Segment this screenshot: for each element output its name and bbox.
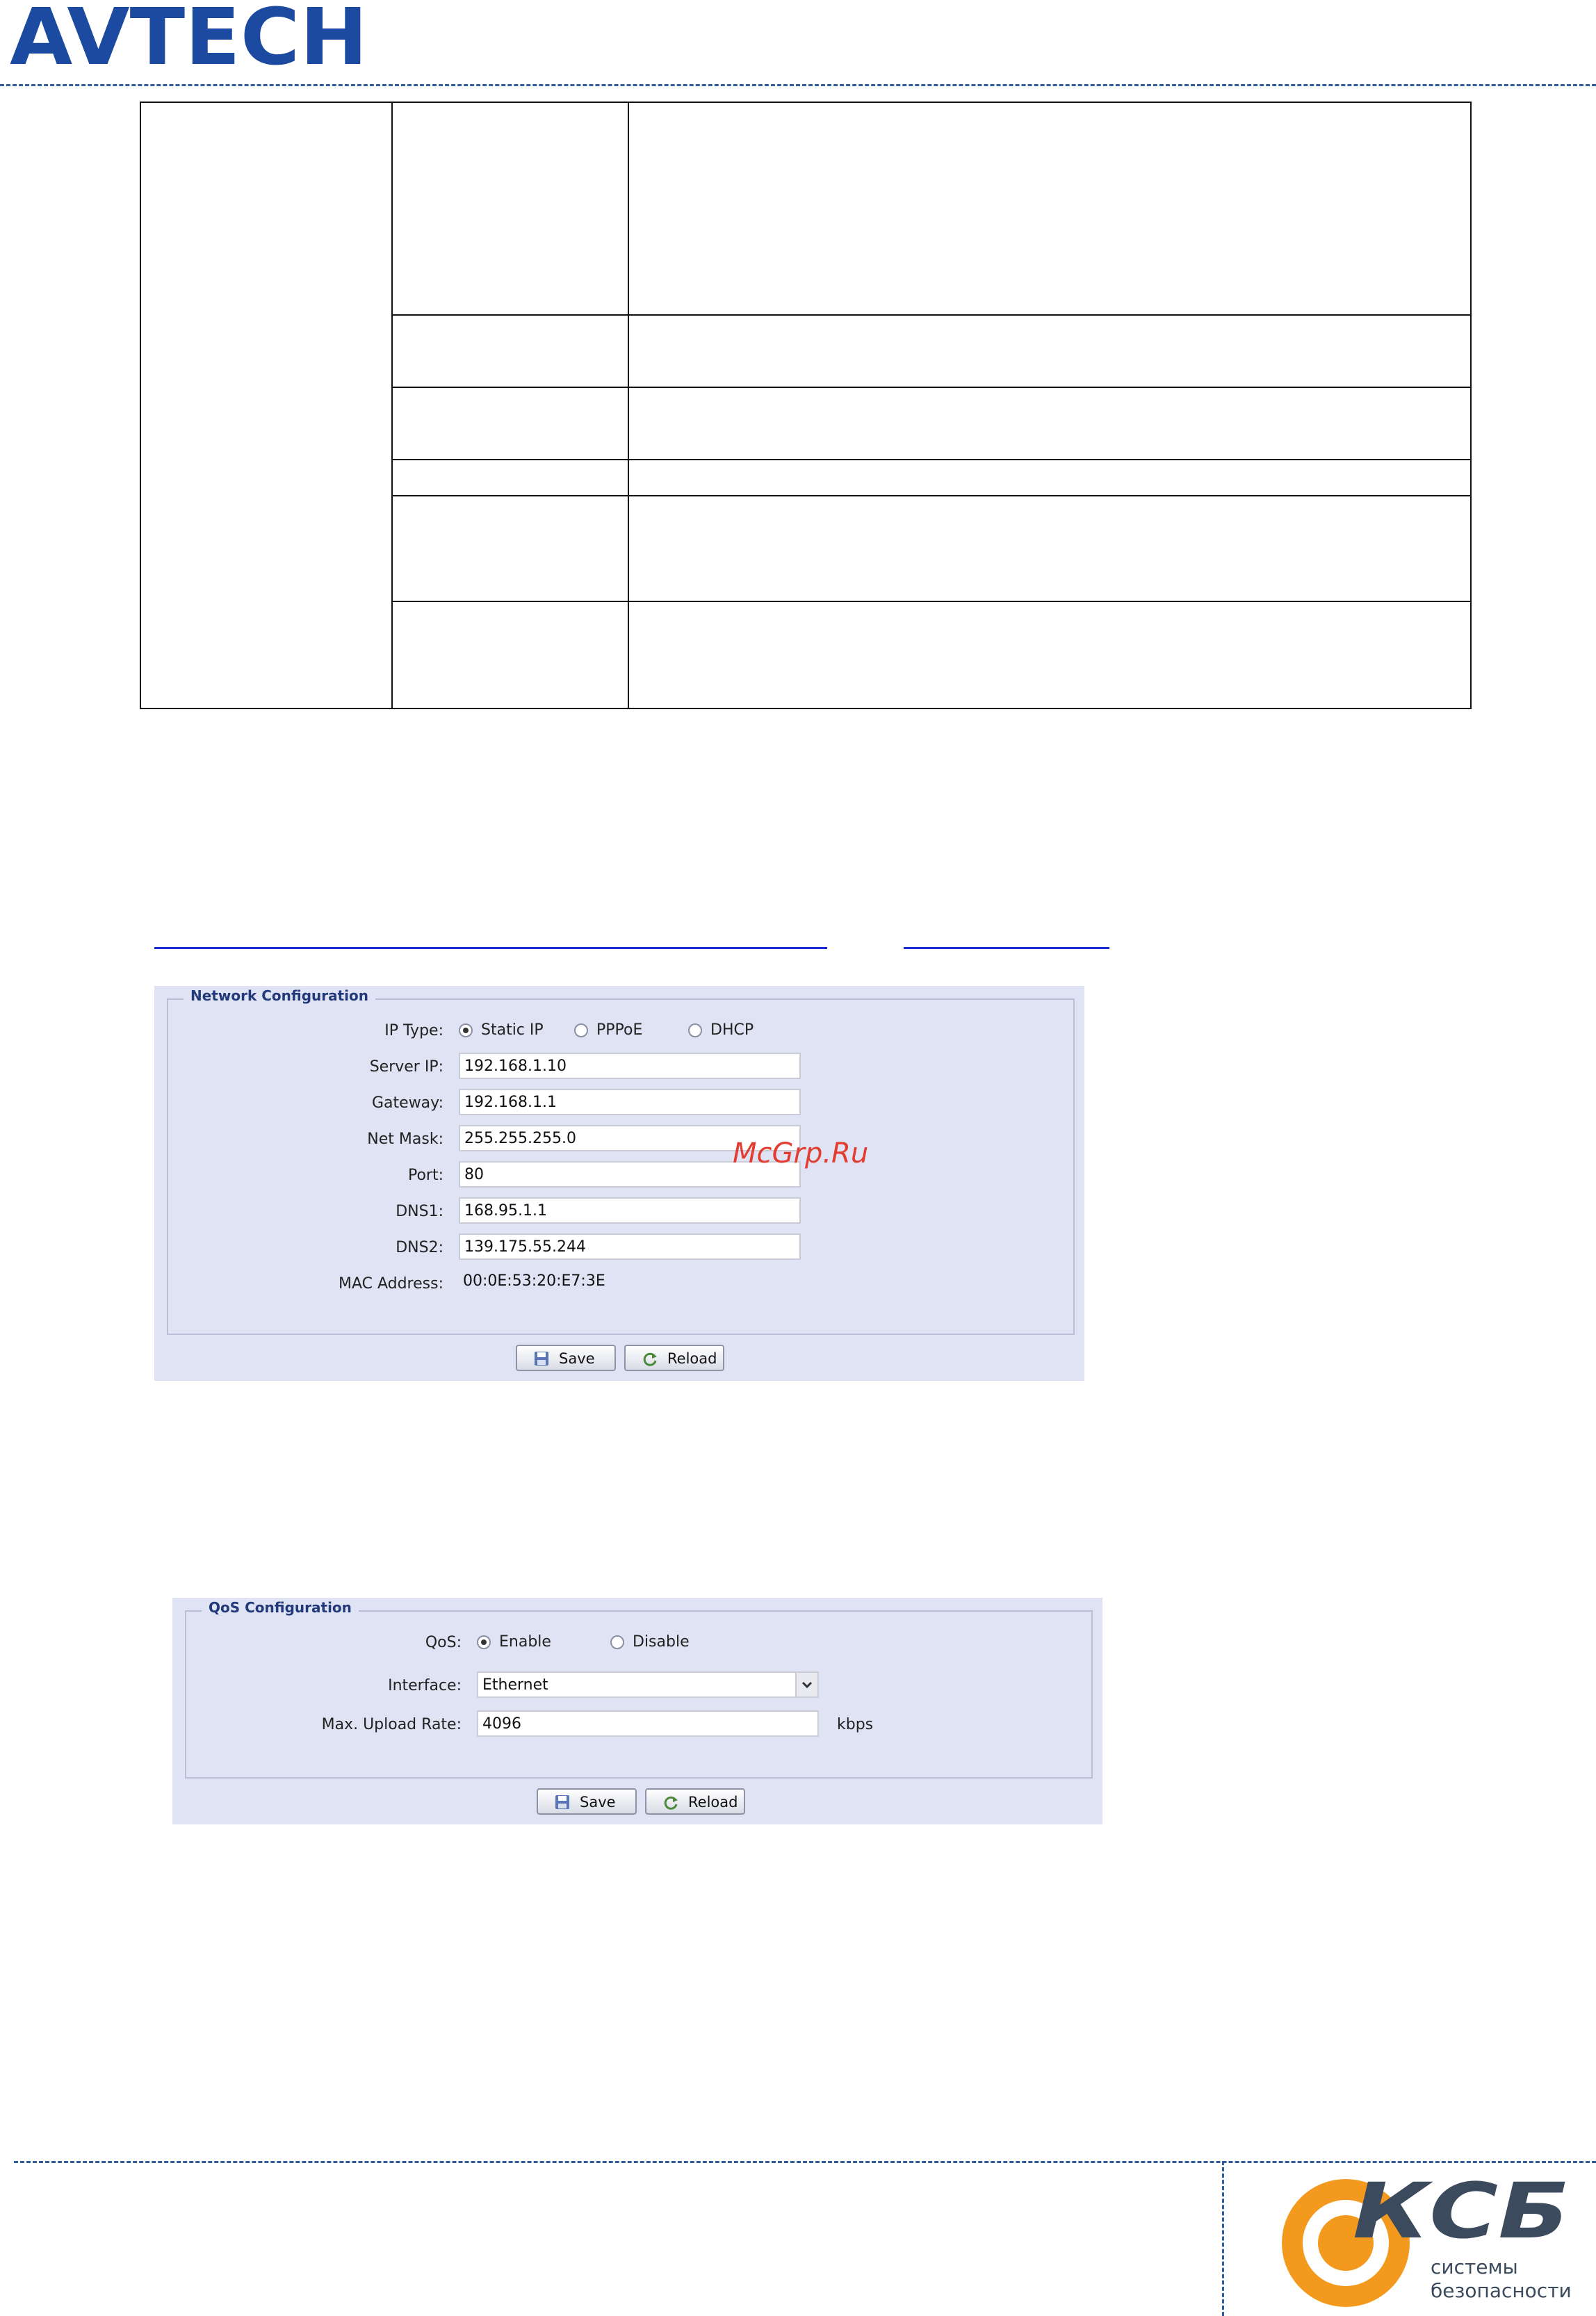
- radio-dhcp-label: DHCP: [710, 1021, 754, 1039]
- table-column-divider: [628, 103, 629, 708]
- netmask-input[interactable]: 255.255.255.0: [459, 1125, 801, 1151]
- max-upload-rate-input[interactable]: 4096: [477, 1710, 819, 1737]
- table-row-divider: [391, 387, 1470, 388]
- qos-label: QoS:: [425, 1634, 462, 1651]
- header-divider: [0, 84, 1596, 86]
- gateway-input[interactable]: 192.168.1.1: [459, 1089, 801, 1115]
- interface-select[interactable]: [477, 1671, 819, 1698]
- dns1-input[interactable]: 168.95.1.1: [459, 1197, 801, 1224]
- gateway-label: Gateway:: [372, 1094, 443, 1112]
- server-ip-input[interactable]: 192.168.1.10: [459, 1053, 801, 1079]
- netmask-label: Net Mask:: [367, 1131, 443, 1148]
- watermark-text: McGrp.Ru: [733, 1137, 869, 1169]
- floppy-disk-icon: [534, 1351, 549, 1366]
- radio-qos-enable-label: Enable: [499, 1633, 551, 1651]
- footer-vertical-divider: [1222, 2161, 1224, 2316]
- interface-label: Interface:: [388, 1677, 462, 1694]
- table-column-divider: [391, 103, 393, 708]
- dropdown-button[interactable]: [795, 1673, 817, 1696]
- svg-text:системы: системы: [1431, 2256, 1518, 2278]
- hyperlink[interactable]: [904, 947, 1109, 949]
- ksb-logo: [1276, 2168, 1582, 2314]
- hyperlink[interactable]: [154, 947, 827, 949]
- footer-divider: [14, 2161, 1596, 2163]
- save-button-label: Save: [559, 1350, 595, 1367]
- qos-configuration-panel: [172, 1598, 1102, 1824]
- dns2-label: DNS2:: [396, 1239, 443, 1256]
- radio-pppoe[interactable]: [574, 1023, 588, 1037]
- chevron-down-icon: [797, 1673, 817, 1696]
- reload-button-label: Reload: [688, 1794, 738, 1811]
- radio-dhcp[interactable]: [688, 1023, 702, 1037]
- table-row-divider: [391, 601, 1470, 602]
- interface-select-value: Ethernet: [482, 1676, 548, 1694]
- avtech-logo: [10, 0, 371, 70]
- dns1-label: DNS1:: [396, 1203, 443, 1220]
- reload-icon: [642, 1351, 658, 1366]
- radio-qos-disable[interactable]: [610, 1635, 624, 1649]
- radio-static-ip[interactable]: [459, 1023, 473, 1037]
- svg-text:AVTECH: AVTECH: [10, 0, 368, 70]
- save-button-label: Save: [580, 1794, 616, 1811]
- radio-qos-enable[interactable]: [477, 1635, 491, 1649]
- svg-text:безопасности: безопасности: [1431, 2279, 1572, 2302]
- reload-button-label: Reload: [667, 1350, 717, 1367]
- network-legend: Network Configuration: [184, 987, 375, 1004]
- server-ip-label: Server IP:: [369, 1058, 443, 1076]
- svg-text:КСБ: КСБ: [1353, 2168, 1570, 2256]
- reload-button[interactable]: [645, 1788, 745, 1815]
- network-configuration-panel: [154, 986, 1084, 1381]
- qos-legend: QoS Configuration: [202, 1599, 359, 1616]
- mac-address-label: MAC Address:: [338, 1275, 443, 1293]
- reload-icon: [663, 1795, 678, 1810]
- port-input[interactable]: 80: [459, 1161, 801, 1188]
- dns2-input[interactable]: 139.175.55.244: [459, 1233, 801, 1260]
- table-row-divider: [391, 314, 1470, 316]
- table-row-divider: [391, 459, 1470, 460]
- mac-address-value: 00:0E:53:20:E7:3E: [463, 1272, 605, 1290]
- table-row-divider: [391, 495, 1470, 496]
- port-label: Port:: [407, 1167, 443, 1184]
- max-upload-rate-label: Max. Upload Rate:: [321, 1716, 462, 1733]
- upload-unit-label: kbps: [837, 1716, 874, 1733]
- floppy-disk-icon: [555, 1795, 570, 1810]
- radio-static-ip-label: Static IP: [481, 1021, 544, 1039]
- reload-button[interactable]: [624, 1345, 724, 1371]
- save-button[interactable]: [537, 1788, 637, 1815]
- parameter-table: [140, 102, 1472, 709]
- ip-type-label: IP Type:: [384, 1022, 443, 1039]
- radio-qos-disable-label: Disable: [633, 1633, 690, 1651]
- save-button[interactable]: [516, 1345, 616, 1371]
- radio-pppoe-label: PPPoE: [596, 1021, 643, 1039]
